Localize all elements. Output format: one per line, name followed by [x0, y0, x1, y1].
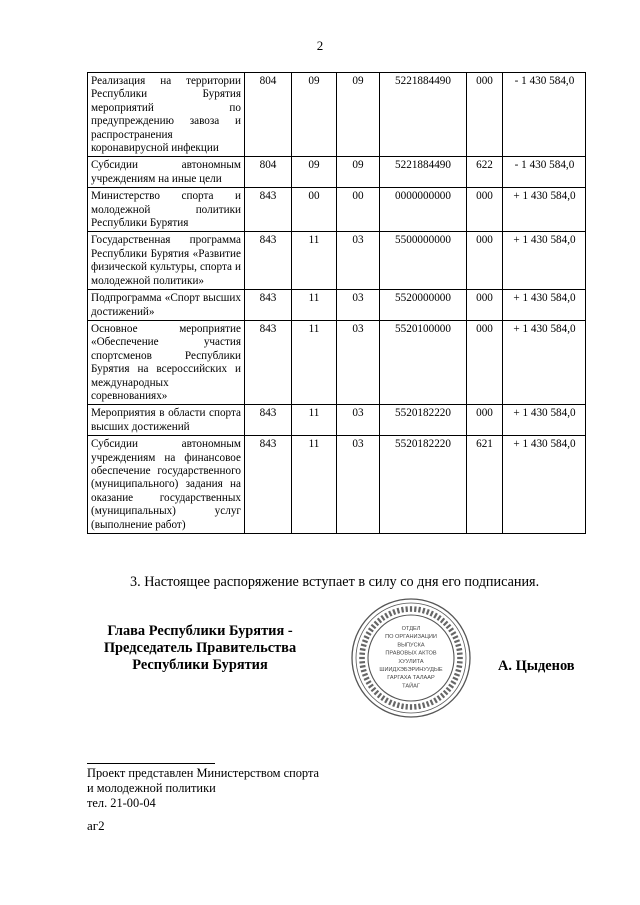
seal-ring-glyph	[448, 684, 454, 689]
seal-ring-glyph	[388, 611, 392, 617]
seal-ring-glyph	[374, 621, 380, 627]
cell-ved: 843	[245, 436, 292, 534]
table-row	[88, 290, 586, 321]
seal-ring-glyph	[410, 606, 412, 612]
seal-center-line: ШИИДХЭБЭРИНУУДЫЕ	[379, 667, 443, 673]
seal-ring-glyph	[371, 687, 377, 692]
seal-ring-glyph	[364, 677, 370, 681]
seal-ring-glyph	[377, 618, 382, 624]
cell-csr: 5520000000	[380, 290, 467, 321]
seal-ring-glyph	[433, 613, 438, 619]
footnote-line: тел. 21-00-04	[87, 796, 156, 810]
cell-csr: 0000000000	[380, 188, 467, 232]
cell-pr: 09	[337, 73, 380, 157]
seal-ring-glyph	[457, 657, 463, 659]
footnote-line: Проект представлен Министерством спорта	[87, 766, 320, 780]
cell-name: Мероприятия в области спорта высших достижений	[88, 405, 245, 436]
cell-ved: 804	[245, 157, 292, 188]
signer-title	[80, 623, 320, 674]
cell-csr: 5500000000	[380, 232, 467, 290]
seal-ring-glyph	[443, 690, 449, 696]
seal-ring-glyph	[414, 704, 417, 710]
seal-ring-glyph	[430, 699, 434, 705]
seal-ring-glyph	[364, 635, 370, 639]
seal-center-line: ХУУЛИТА	[398, 658, 424, 665]
budget-table	[87, 72, 586, 534]
seal-ring-glyph	[388, 699, 392, 705]
seal-ring-glyph	[446, 687, 452, 692]
cell-sum: + 1 430 584,0	[503, 232, 586, 290]
cell-name: Подпрограмма «Спорт высших достижений»	[88, 290, 245, 321]
seal-center-line: ВЫПУСКА	[397, 642, 425, 649]
cell-csr: 5520182220	[380, 436, 467, 534]
cell-vr: 000	[467, 320, 503, 404]
seal-ring-glyph	[443, 621, 449, 627]
seal-ring-glyph	[371, 624, 377, 629]
seal-center-line: ПО ОРГАНИЗАЦИИ	[385, 634, 437, 641]
seal-ring-glyph	[397, 702, 401, 708]
cell-csr: 5520100000	[380, 320, 467, 404]
seal-ring-glyph	[362, 673, 368, 677]
cell-pr: 03	[337, 232, 380, 290]
seal-ring-glyph	[405, 704, 408, 710]
seal-ring-glyph	[361, 669, 367, 673]
cell-rz: 11	[292, 320, 337, 404]
cell-rz: 11	[292, 405, 337, 436]
seal-ring-glyph	[380, 695, 385, 701]
cell-sum: + 1 430 584,0	[503, 290, 586, 321]
cell-name: Субсидии автономным учреждениям на иные цели	[88, 157, 245, 188]
seal-ring-glyph	[384, 613, 389, 619]
table-row	[88, 188, 586, 232]
cell-sum: - 1 430 584,0	[503, 157, 586, 188]
signer-title-line: Республики Бурятия	[132, 657, 268, 673]
table-row	[88, 320, 586, 404]
cell-vr: 000	[467, 290, 503, 321]
seal-ring-glyph	[377, 693, 382, 699]
seal-ring-glyph	[448, 627, 454, 632]
page-number: 2	[316, 38, 324, 53]
cell-ved: 843	[245, 232, 292, 290]
cell-csr: 5520182220	[380, 405, 467, 436]
seal-ring-glyph	[359, 657, 365, 659]
cell-sum: + 1 430 584,0	[503, 405, 586, 436]
seal-ring-glyph	[433, 697, 438, 703]
cell-pr: 03	[337, 320, 380, 404]
seal-ring-glyph	[392, 701, 396, 707]
cell-rz: 00	[292, 188, 337, 232]
footnote-divider	[87, 763, 215, 764]
seal-ring-glyph	[456, 665, 462, 668]
seal-ring-glyph	[450, 680, 456, 685]
seal-ring-glyph	[361, 644, 367, 648]
cell-vr: 000	[467, 73, 503, 157]
cell-ved: 843	[245, 290, 292, 321]
seal-ring-glyph	[437, 615, 442, 621]
seal-ring-glyph	[392, 609, 396, 615]
seal-ring-glyph	[422, 702, 426, 708]
cell-ved: 804	[245, 73, 292, 157]
seal-ring-glyph	[360, 665, 366, 668]
seal-ring-glyph	[401, 703, 404, 709]
seal-ring-glyph	[457, 652, 463, 655]
table-row	[88, 157, 586, 188]
cell-ved: 843	[245, 320, 292, 404]
cell-pr: 03	[337, 436, 380, 534]
cell-sum: - 1 430 584,0	[503, 73, 586, 157]
seal-ring-glyph	[366, 680, 372, 685]
seal-ring-glyph	[450, 631, 456, 636]
seal-ring-glyph	[454, 639, 460, 643]
seal-ring-glyph	[401, 607, 404, 613]
cell-rz: 11	[292, 436, 337, 534]
signer-name: А. Цыденов	[498, 658, 575, 674]
paragraph-3: 3. Настоящее распоряжение вступает в силу со дня его подписания.	[130, 574, 540, 590]
cell-sum: + 1 430 584,0	[503, 188, 586, 232]
seal-ring-glyph	[440, 693, 445, 699]
seal-ring-glyph	[422, 608, 426, 614]
cell-sum: + 1 430 584,0	[503, 320, 586, 404]
seal-center-line: ОТДЕЛ	[401, 626, 421, 632]
seal-ring-glyph	[359, 652, 365, 655]
seal-ring-glyph	[437, 695, 442, 701]
seal-ring-glyph	[446, 624, 452, 629]
seal-ring-glyph	[368, 684, 374, 689]
cell-pr: 09	[337, 157, 380, 188]
footnote-line: и молодежной политики	[87, 781, 216, 795]
cell-vr: 000	[467, 405, 503, 436]
cell-rz: 11	[292, 290, 337, 321]
table-row	[88, 405, 586, 436]
author-code: аг2	[87, 818, 105, 833]
seal-ring-glyph	[456, 648, 462, 651]
table-row	[88, 73, 586, 157]
seal-ring-glyph	[384, 697, 389, 703]
table-row	[88, 232, 586, 290]
seal-ring-glyph	[452, 677, 458, 681]
seal-ring-glyph	[455, 669, 461, 673]
cell-rz: 11	[292, 232, 337, 290]
cell-vr: 621	[467, 436, 503, 534]
seal-ring-glyph	[397, 608, 401, 614]
seal-ring-glyph	[374, 690, 380, 696]
seal-ring-glyph	[426, 701, 430, 707]
seal-ring-glyph	[455, 644, 461, 648]
seal-ring-glyph	[362, 639, 368, 643]
seal-ring-glyph	[359, 661, 365, 664]
seal-ring-glyph	[380, 615, 385, 621]
seal-ring-glyph	[405, 606, 408, 612]
cell-name: Субсидии автономным учреждениям на финансовое обеспечение государственного (муниципального) задания на оказание государственных (муниципальных) услуг (выполнение работ)	[88, 436, 245, 534]
official-seal-stamp	[336, 596, 486, 720]
seal-ring-glyph	[440, 618, 445, 624]
seal-ring-glyph	[360, 648, 366, 651]
cell-name: Основное мероприятие «Обеспечение участия спортсменов Республики Бурятия на всероссийских и международных соревнованиях»	[88, 320, 245, 404]
seal-center-line: ГАРГАХА ТАЛААР	[387, 675, 435, 682]
seal-center-line: ПРАВОВЫХ АКТОВ	[385, 650, 437, 657]
seal-center-line: ТАЙАГ	[402, 683, 420, 690]
cell-name: Министерство спорта и молодежной политики Республики Бурятия	[88, 188, 245, 232]
seal-ring-glyph	[426, 609, 430, 615]
cell-ved: 843	[245, 405, 292, 436]
signer-title-line: Председатель Правительства	[103, 640, 297, 656]
cell-pr: 03	[337, 290, 380, 321]
cell-sum: + 1 430 584,0	[503, 436, 586, 534]
seal-ring-glyph	[368, 627, 374, 632]
cell-name: Государственная программа Республики Бурятия «Развитие физической культуры, спорта и молодежной политики»	[88, 232, 245, 290]
seal-ring-glyph	[418, 703, 421, 709]
seal-ring-glyph	[430, 611, 434, 617]
table-row	[88, 436, 586, 534]
cell-name: Реализация на территории Республики Бурятия мероприятий по предупреждению завоза и распространения коронавирусной инфекции	[88, 73, 245, 157]
cell-vr: 000	[467, 232, 503, 290]
seal-ring-glyph	[454, 673, 460, 677]
seal-ring-glyph	[414, 606, 417, 612]
cell-ved: 843	[245, 188, 292, 232]
signer-title-line: Глава Республики Бурятия -	[107, 623, 293, 639]
cell-rz: 09	[292, 73, 337, 157]
cell-rz: 09	[292, 157, 337, 188]
seal-ring-glyph	[366, 631, 372, 636]
seal-ring-glyph	[410, 704, 412, 710]
cell-vr: 000	[467, 188, 503, 232]
cell-pr: 00	[337, 188, 380, 232]
seal-ring-glyph	[457, 661, 463, 664]
seal-ring-glyph	[452, 635, 458, 639]
cell-csr: 5221884490	[380, 73, 467, 157]
cell-pr: 03	[337, 405, 380, 436]
footnote	[87, 766, 319, 811]
cell-csr: 5221884490	[380, 157, 467, 188]
cell-vr: 622	[467, 157, 503, 188]
seal-ring-glyph	[418, 607, 421, 613]
